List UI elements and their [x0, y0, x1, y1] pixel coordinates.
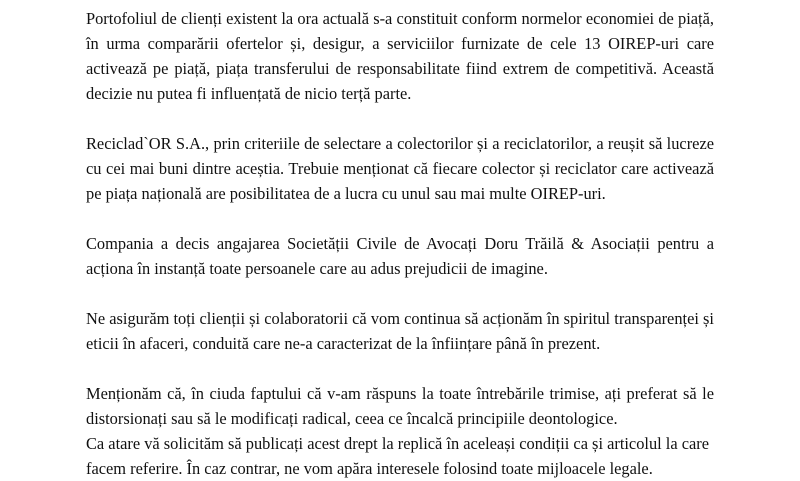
- paragraph-client-portfolio: Portofoliul de clienți existent la ora actuală s-a constituit conform normelor economiei de piață, în urma comparării ofertelor și, desigur, a serviciilor furnizate de cele 13 OIREP-uri care activează pe piață, piața transferului de responsabilitate fiind extrem de competitivă. Această decizie nu putea fi influențată de nicio terță parte.: [86, 9, 714, 103]
- paragraph-legal-action: Compania a decis angajarea Societății Civile de Avocați Doru Trăilă & Asociații pentru a acționa în instanță toate persoanele care au adus prejudicii de imagine.: [86, 234, 714, 278]
- paragraph-transparency: Ne asigurăm toți clienții și colaboratorii că vom continua să acționăm în spiritul transparenței și eticii în afaceri, conduită care ne-a caracterizat de la înființare până în prezent.: [86, 309, 714, 353]
- paragraph-right-of-reply: Ca atare vă solicităm să publicați acest drept la replică în aceleași condiții ca și articolul la care facem referire. În caz contrar, ne vom apăra interesele folosind toate mijloacele legale.: [86, 434, 710, 478]
- paragraph-collector-selection: Reciclad`OR S.A., prin criteriile de selectare a colectorilor și a reciclatorilor, a reușit să lucreze cu cei mai buni dintre aceștia. Trebuie menționat că fiecare colector și reciclator care activează pe piața națională are posibilitatea de a lucra cu unul sau mai multe OIREP-uri.: [86, 134, 714, 203]
- paragraph-distortion: Menționăm că, în ciuda faptului că v-am răspuns la toate întrebările trimise, ați preferat să le distorsionați sau să le modificați radical, ceea ce încalcă principiile deontologice.: [86, 384, 714, 428]
- document-body: [86, 6, 714, 481]
